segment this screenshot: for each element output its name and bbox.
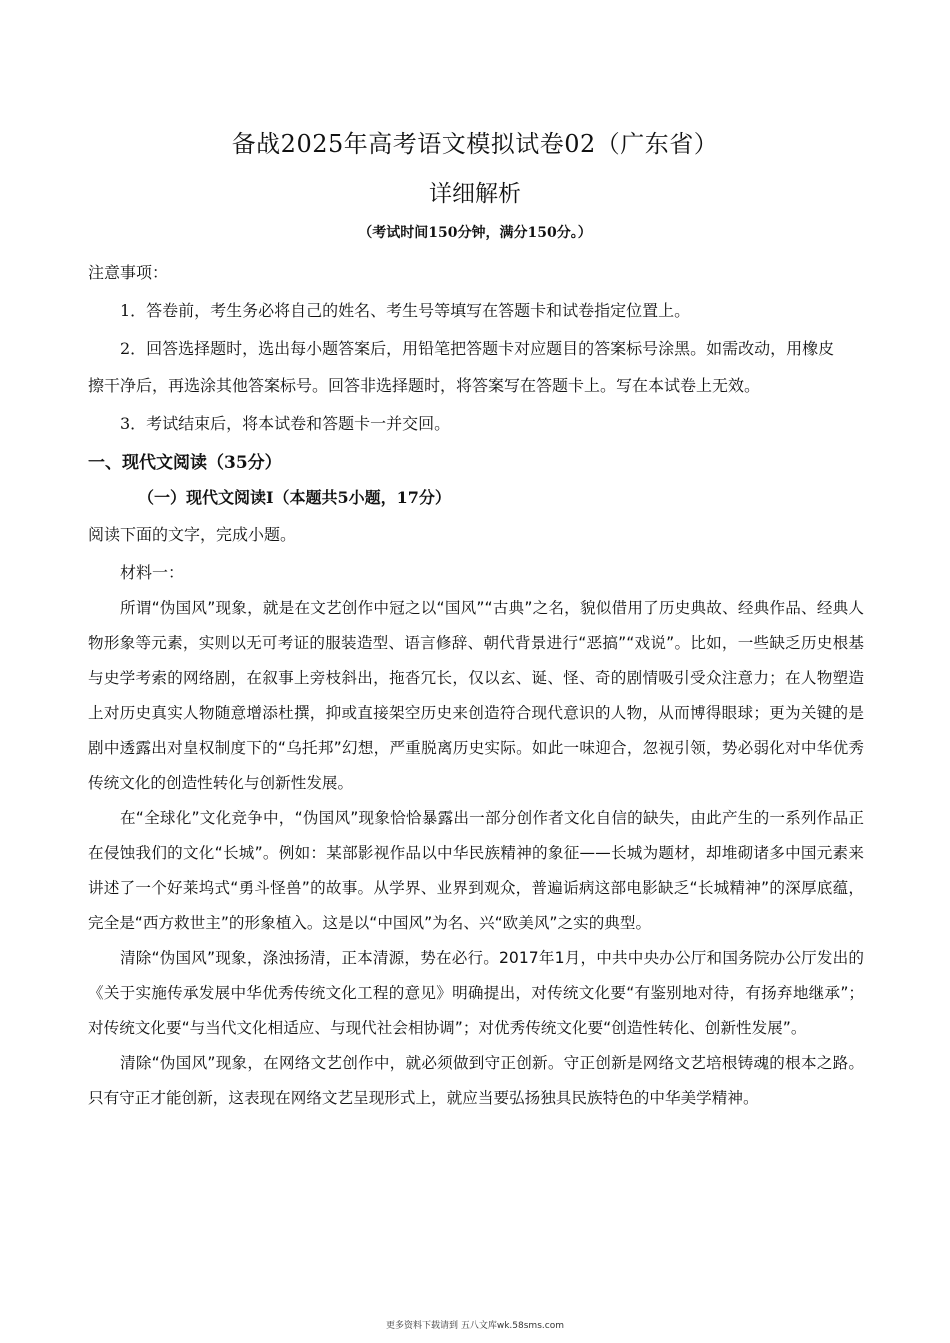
paragraph: 清除“伪国风”现象，涤浊扬清，正本清源，势在必行。2017年1月，中共中央办公厅和国务院办公厅发出的《关于实施传承发展中华优秀传统文化工程的意见》明确提出，对传统文化要“有鉴别地对待，有扬弃地继承”；对传统文化要“与当代文化相适应、与现代社会相协调”；对优秀传统文化要“创造性转化、创新性发展”。 (88, 949, 864, 1037)
sub-section-heading: （一）现代文阅读Ⅰ（本题共5小题，17分） (138, 488, 451, 507)
page-title: 备战2025年高考语文模拟试卷02（广东省） (231, 130, 719, 158)
page-subtitle: 详细解析 (429, 181, 521, 207)
note-item: 1．答卷前，考生务必将自己的姓名、考生号等填写在答题卡和试卷指定位置上。 (120, 301, 691, 320)
paragraph: 在“全球化”文化竞争中，“伪国风”现象恰恰暴露出一部分创作者文化自信的缺失，由此产生的一系列作品正在侵蚀我们的文化“长城”。例如：某部影视作品以中华民族精神的象征——长城为题材，却堆砌诸多中国元素来讲述了一个好莱坞式“勇斗怪兽”的故事。从学界、业界到观众，普遍诟病这部电影缺乏“长城精神”的深厚底蕴，完全是“西方救世主”的形象植入。这是以“中国风”为名、兴“欧美风”之实的典型。 (88, 809, 864, 932)
exam-info: （考试时间150分钟，满分150分。） (358, 225, 592, 241)
page-footer: 更多资料下载请到 五八文库wk.58sms.com (386, 1321, 564, 1331)
section-heading: 一、现代文阅读（35分） (88, 453, 282, 473)
material-label: 材料一： (120, 563, 185, 582)
note-item: 3．考试结束后，将本试卷和答题卡一并交回。 (120, 414, 451, 433)
notes-heading: 注意事项： (88, 263, 169, 282)
paragraph: 所谓“伪国风”现象，就是在文艺创作中冠之以“国风”“古典”之名，貌似借用了历史典故、经典作品、经典人物形象等元素，实则以无可考证的服装造型、语言修辞、朝代背景进行“恶搞”“戏说”。比如，一些缺乏历史根基与史学考索的网络剧，在叙事上旁枝斜出，拖沓冗长，仅以玄、诞、怪、奇的剧情吸引受众注意力；在人物塑造上对历史真实人物随意增添杜撰，抑或直接架空历史来创造符合现代意识的人物，从而博得眼球；更为关键的是剧中透露出对皇权制度下的“乌托邦”幻想，严重脱离历史实际。如此一味迎合，忽视引领，势必弱化对中华优秀传统文化的创造性转化与创新性发展。 (88, 599, 864, 792)
reading-instruction: 阅读下面的文字，完成小题。 (88, 525, 297, 544)
paragraph: 清除“伪国风”现象，在网络文艺创作中，就必须做到守正创新。守正创新是网络文艺培根铸魂的根本之路。只有守正才能创新，这表现在网络文艺呈现形式上，就应当要弘扬独具民族特色的中华美学精神。 (88, 1054, 864, 1107)
note-item: 擦干净后，再选涂其他答案标号。回答非选择题时，将答案写在答题卡上。写在本试卷上无效。 (88, 376, 761, 395)
note-item: 2．回答选择题时，选出每小题答案后，用铅笔把答题卡对应题目的答案标号涂黑。如需改动，用橡皮 (120, 339, 835, 358)
material-body (88, 591, 864, 1116)
